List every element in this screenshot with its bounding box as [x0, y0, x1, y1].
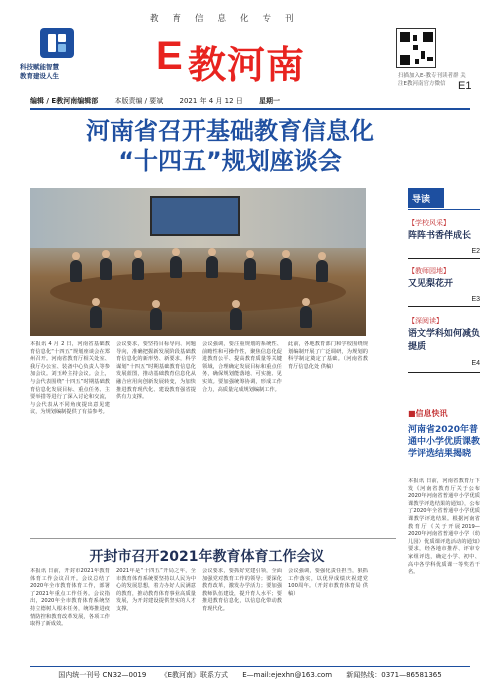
news-flash-tag: ■信息快讯	[408, 409, 448, 418]
main-headline-line2: “十四五”规划座谈会	[118, 147, 342, 175]
article1-column2: 会议要求，要坚持目标导向、问题导向，准确把握新发展阶段基础教育信息化的新形势、新要求，科学谋划“十四五”时期基础教育信息化发展蓝图，推动基础教育信息化从融合应用向创新发展转变，为加快推进教育现代化、建设教育强省提供有力支撑。	[116, 341, 196, 401]
brand-logo	[40, 28, 74, 58]
article2-column4: 会议强调，要强化责任担当，狠抓工作落实，以优异成绩庆祝建党100周年。（开封市教育体育局 供稿）	[288, 568, 368, 597]
info-bar	[30, 96, 470, 106]
footer	[30, 670, 470, 680]
article2-column3: 会议要求，要抓好党建引领，全面加强党对教育工作的领导；要深化教育改革，激发办学活力；要加强教师队伍建设，提升育人水平；要推进教育信息化，以信息化带动教育现代化。	[202, 568, 282, 612]
divider	[408, 372, 480, 373]
issue-date: 2021 年 4 月 12 日	[179, 97, 243, 105]
divider	[30, 538, 396, 539]
article2-column1: 本报讯 日前，开封市2021年教育体育工作会议召开。会议总结了2020年全市教育体育工作，部署了2021年重点工作任务。会议指出，2020年全市教育体育系统坚持立德树人根本任务，统筹推进疫情防控和教育改革发展，各项工作取得了新成效。	[30, 568, 110, 628]
main-headline-line1: 河南省召开基础教育信息化	[86, 117, 374, 145]
proof-label: 本版责编 / 要斌	[114, 97, 164, 105]
issue-weekday: 星期一	[259, 97, 281, 105]
sidebar-section: 【教师园地】	[408, 267, 450, 275]
news-flash-body: 本报讯 日前，河南省教育厅下发《河南省教育厅关于公布2020年河南省普通中小学优质课教学评选结果的通知》，公布了2020年全省普通中小学优质课教学评选结果。根据河南省教育厅《关于开展2019—2020年河南省普通中小学（幼儿园）优质课评选活动的通知》要求，经各地市推荐、评审专家组评选，确定小学、初中、高中各学科优质课一等奖若干名。	[408, 478, 480, 576]
article2-headline[interactable]: 开封市召开2021年教育体育工作会议	[89, 549, 325, 565]
page-number: E1	[458, 80, 472, 92]
sidebar-section: 【深阅读】	[408, 317, 443, 325]
divider	[408, 306, 480, 307]
article1-column1: 本报讯 4 月 2 日，河南省基础教育信息化“十四五”规划座谈会在郑州召开。河南省教育厅相关处室、我厅办公室、装备中心负责人等参加会议。刘玉岭主持会议。会上，与会代表围绕“十四五”时期基础教育信息化发展目标、重点任务、主要举措等进行了深入讨论和交流，与会代表从不同角度提出意见建议，为规划编制提供了有益参考。	[30, 341, 110, 416]
masthead-slogan: 教育信息化专刊	[150, 14, 308, 24]
brand-name: 教河南	[188, 43, 306, 87]
main-headline[interactable]	[60, 116, 400, 176]
footer-email[interactable]: E—mail:ejexhn@163.com	[242, 671, 333, 679]
sidebar-title: 语文学科如何减负提质	[408, 329, 481, 352]
sidebar-item-reading[interactable]	[408, 316, 480, 354]
article2-column2: 2021年是“十四五”开局之年，全市教育体育系统要坚持以人民为中心的发展思想，着力办好人民满意的教育，推动教育体育事业高质量发展，为开封建设提供坚实的人才支撑。	[116, 568, 196, 612]
sidebar-title: 阵阵书香伴成长	[408, 231, 472, 241]
editor-label: 编辑 / E教河南编辑部	[30, 97, 99, 105]
footer-contact: 《E教河南》联系方式	[160, 671, 229, 679]
sidebar-title: 又见梨花开	[408, 279, 454, 289]
article1-column4: 此前，各地教育部门和学校围绕规划编制开展了广泛调研，为规划的科学制定奠定了基础。（河南省教育厅信息化处 供稿）	[288, 341, 368, 370]
logo-slogan-line2: 教育建设人生	[20, 72, 59, 80]
guide-label: 导读	[412, 195, 431, 205]
news-flash-title[interactable]: 河南省2020年普通中小学优质课教学评选结果揭晓	[408, 425, 481, 459]
sidebar-page-ref: E3	[471, 296, 480, 303]
guide-header	[408, 188, 480, 210]
divider	[30, 666, 470, 667]
footer-phone: 新闻热线：0371—86581365	[346, 671, 442, 679]
meeting-photo	[30, 188, 366, 336]
sidebar-page-ref: E2	[471, 248, 480, 255]
brand-letter: E	[156, 34, 183, 78]
sidebar-item-school[interactable]	[408, 218, 480, 243]
logo-slogan-line1: 科技赋能智慧	[20, 63, 59, 71]
qr-code-icon[interactable]	[396, 28, 436, 68]
divider	[30, 108, 470, 110]
sidebar-item-teachers[interactable]	[408, 266, 480, 291]
article1-column3: 会议强调，要注重规划的系统性、前瞻性和可操作性，聚焦信息化促进教育公平、提高教育质量等关键领域，合理确定发展目标和重点任务，确保规划能落地、可实施、见实效。要加强统筹协调，形成工作合力，高质量完成规划编制工作。	[202, 341, 282, 393]
logo-icon	[46, 32, 68, 54]
masthead	[0, 0, 491, 92]
sidebar-page-ref: E4	[471, 360, 480, 367]
divider	[408, 258, 480, 259]
sidebar-section: 【学校风采】	[408, 219, 450, 227]
sidebar-guide	[408, 188, 480, 668]
footer-issn: 国内统一刊号 CN32—0019	[58, 671, 147, 679]
qr-caption: 扫描加入E-教专刊读者群 关注E教河南官方微信	[398, 73, 466, 87]
